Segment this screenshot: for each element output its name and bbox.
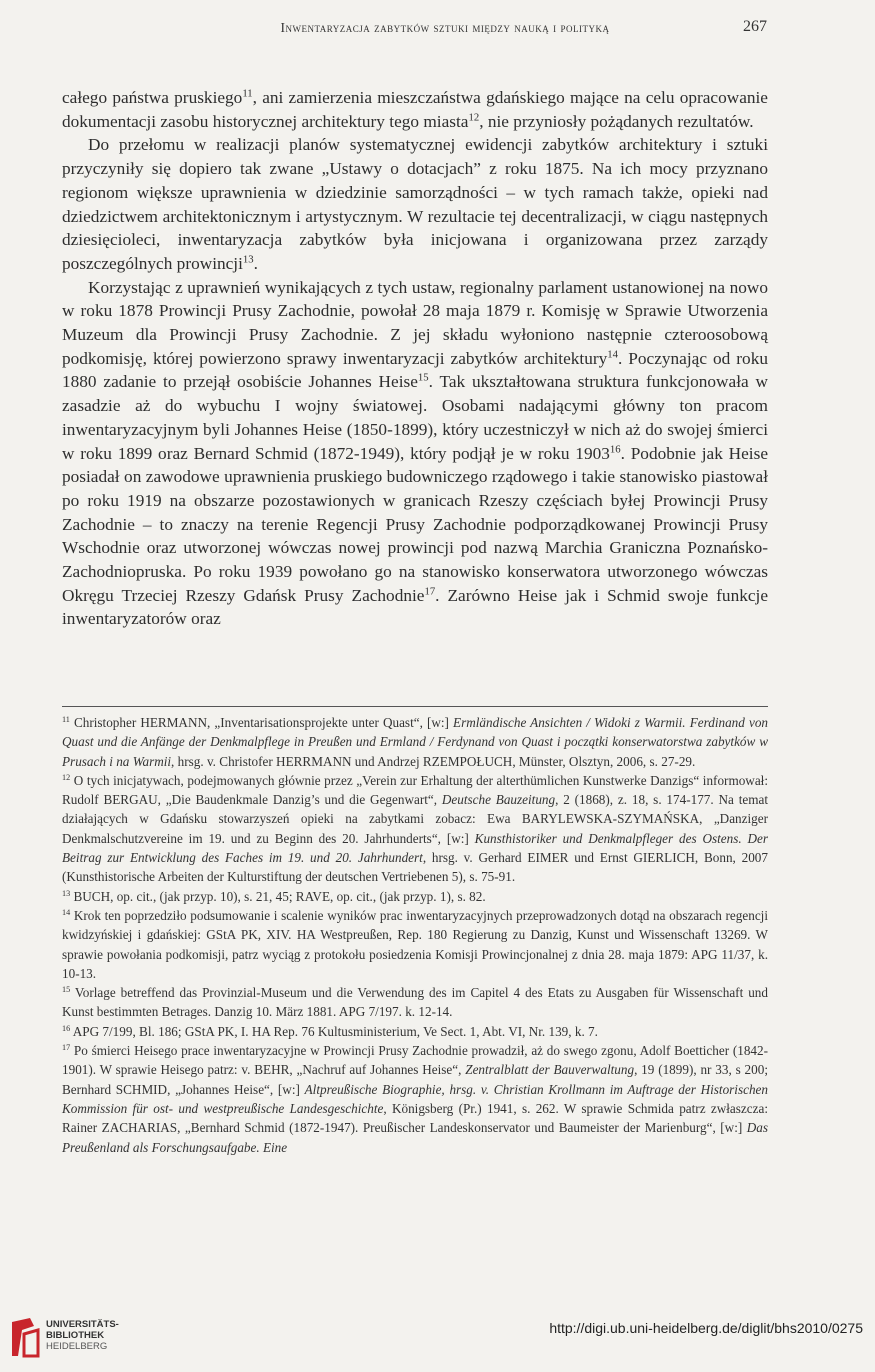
text-run: Krok ten poprzedziło podsumowanie i scalenie wyników prac inwentaryzacyjnych przeprowadzonych dotąd na obszarach regencji kwidzyńskiej i gdańskiej: GStA PK, XIV. HA Westpreußen, Rep. 180 Regierung zu Danzig, Kunst und Wissenschaft 13269. W sprawie powołania podkomisji, patrz wyciąg z protokołu posiedzenia Komisji Prowincjonalnej z dnia 28. maja 1879: APG 11/37, k. 10-13. — [62, 907, 768, 981]
footnote-reference: 12 — [468, 111, 480, 124]
footnote-14 — [62, 906, 768, 983]
text-run: , nie przyniosły pożądanych rezultatów. — [479, 111, 754, 131]
library-logo-text — [46, 1319, 119, 1352]
italic-title: Das Preußenland als Forschungsaufgabe. Eine — [62, 1120, 768, 1155]
footnote-number: 16 — [62, 1023, 71, 1033]
footnote-number: 12 — [62, 772, 71, 782]
footnote-12 — [62, 771, 768, 887]
text-run: , 19 (1899), nr 33, s 200; Bernhard SCHMID, „Johannes Heise“, [w:] — [62, 1062, 768, 1097]
text-run: O tych inicjatywach, podejmowanych głównie przez „Verein zur Erhaltung der alterthümlichen Kunstwerke Danzigs“ informował: Rudolf BERGAU, „Die Baudenkmale Danzig’s und die Gegenwart“, — [62, 772, 768, 808]
footnotes — [62, 713, 768, 1157]
text-run: całego państwa pruskiego — [62, 88, 243, 107]
text-run: , hrsg. v. Gerhard EIMER und Ernst GIERLICH, Bonn, 2007 (Kunsthistorische Arbeiten der Kulturstiftung der deutschen Vertriebenen 5), s. 75-91. — [62, 850, 768, 885]
italic-title: Ermländische Ansichten / Widoki z Warmii. Ferdinand von Quast und die Anfänge der Denkmalpflege in Preußen und Ermland / Ferdynand von Quast i początki konserwatorstwa zabytków w Prusach i na Warmii — [62, 715, 769, 769]
body-text — [62, 86, 768, 631]
footnote-17 — [62, 1041, 768, 1157]
footnote-11 — [62, 713, 768, 771]
running-head: Inwentaryzacja zabytków sztuki między nauką i polityką — [280, 20, 610, 35]
italic-title: Kunsthistoriker und Denkmalpfleger des Ostens. Der Beitrag zur Entwicklung des Faches im 19. und 20. Jahrhundert — [62, 830, 768, 866]
body-paragraph — [62, 133, 768, 275]
text-run: . Poczynając od roku 1880 zadanie to przejął osobiście Johannes Heise — [62, 348, 768, 392]
footnote-reference: 15 — [417, 372, 429, 385]
library-logo[interactable] — [8, 1316, 138, 1366]
text-run: . Podobnie jak Heise posiadał on zawodowe uprawnienia pruskiego budowniczego rządowego i takie stanowisko piastował po roku 1919 na obszarze pozostawionych w granicach Rzeszy częściach byłej Prowincji Prusy Zachodnie – to znaczy na terenie Regencji Prusy Zachodnie podporządkowanej Prowincji Prusy Wschodnie oraz utworzonej wówczas nowej prowincji pod nazwą Marchia Graniczna Poznańsko-Zachodniopruska. Po roku 1939 powołano go na stanowisko konserwatora utworzonego wówczas Okręgu Trzeciej Rzeszy Gdańsk Prusy Zachodnie — [62, 443, 769, 605]
footnote-16 — [62, 1022, 768, 1041]
text-run: . Zarówno Heise jak i Schmid swoje funkcje inwentaryzatorów oraz — [62, 585, 768, 629]
italic-title: Deutsche Bauzeitung — [441, 792, 556, 808]
logo-line-1: UNIVERSITÄTS- — [46, 1319, 119, 1330]
footnote-number: 15 — [62, 985, 71, 995]
footnote-13 — [62, 887, 768, 906]
footnote-number: 11 — [62, 715, 70, 725]
footnote-reference: 17 — [424, 585, 436, 598]
body-paragraph — [62, 86, 768, 133]
footnote-number: 13 — [62, 888, 71, 898]
footnote-number: 14 — [62, 908, 71, 918]
text-run: , Königsberg (Pr.) 1941, s. 262. W sprawie Schmida patrz zwłaszcza: Rainer ZACHARIAS, „Bernhard Schmid (1872-1947). Preußischer Landeskonservator und Baumeister der Marienburg“, [w:] — [62, 1100, 768, 1136]
library-logo-icon — [8, 1316, 42, 1360]
footnote-separator — [62, 706, 768, 707]
italic-title: Zentralblatt der Bauverwaltung — [465, 1062, 635, 1078]
text-run: Vorlage betreffend das Provinzial-Museum und die Verwendung des im Capitel 4 des Etats zu Ausgaben für Wissenschaft und Kunst bestimmten Betrages. Danzig 10. März 1881. APG 7/197. k. 12-14. — [62, 985, 768, 1020]
logo-line-2: BIBLIOTHEK — [46, 1330, 105, 1341]
text-run: Korzystając z uprawnień wynikających z tych ustaw, regionalny parlament ustanowionej na nowo w roku 1878 Prowincji Prusy Zachodnie, powołał 28 maja 1879 r. Komisję w Sprawie Utworzenia Muzeum dla Prowincji Prusy Zachodnie. Z jej składu wyłoniono następnie czteroosobową podkomisję, której powierzono sprawy inwentaryzacji zabytków architektury — [62, 277, 768, 368]
italic-title: Altpreußische Biographie, hrsg. v. Christian Krollmann im Auftrage der Historischen Kommission für ost- und westpreußische Landesgeschichte — [62, 1081, 768, 1116]
footnote-reference: 16 — [609, 443, 621, 456]
source-url-link[interactable]: http://digi.ub.uni-heidelberg.de/diglit/bhs2010/0275 — [549, 1320, 863, 1336]
text-run: , 2 (1868), z. 18, s. 174-177. Na temat działających w Gdańsku stowarzyszeń opieki na zabytkami zobacz: Ewa BARYLEWSKA-SZYMAŃSKA, „Danziger Denkmalschutzvereine im 19. und zu Beginn des 20. Jahrhunderts“, [w:] — [62, 792, 768, 846]
text-run: , hrsg. v. Christofer HERRMANN und Andrzej RZEMPOŁUCH, Münster, Olsztyn, 2006, s. 27-29. — [171, 753, 696, 769]
text-run: . — [253, 253, 258, 273]
footnote-reference: 11 — [242, 87, 253, 100]
logo-line-3: HEIDELBERG — [46, 1341, 108, 1352]
footnote-number: 17 — [62, 1043, 71, 1053]
page-number: 267 — [743, 18, 767, 35]
text-run: Po śmierci Heisego prace inwentaryzacyjne w Prowincji Prusy Zachodnie prowadził, aż do swego zgonu, Adolf Boetticher (1842-1901). W sprawie Heisego patrz: v. BEHR, „Nachruf auf Johannes Heise“, — [62, 1043, 768, 1078]
text-run: , ani zamierzenia mieszczaństwa gdańskiego mające na celu opracowanie dokumentacji zasobu historycznej architektury tego miasta — [62, 88, 768, 131]
footnote-15 — [62, 983, 768, 1022]
body-paragraph — [62, 276, 768, 632]
text-run: Do przełomu w realizacji planów systematycznej ewidencji zabytków architektury i sztuki przyczyniły się dopiero tak zwane „Ustawy o dotacjach” z roku 1875. Na ich mocy przyznano regionom większe uprawnienia w dziedzinie samorządności – w tych ramach także, opieki nad dziedzictwem architektonicznym i artystycznym. W rezultacie tej decentralizacji, w ciągu następnych dziesięcioleci, inwentaryzacja zabytków była inicjowana i organizowana przez zarządy poszczególnych prowincji — [62, 135, 768, 273]
footnote-reference: 13 — [242, 253, 254, 266]
text-run: . Tak ukształtowana struktura funkcjonowała w zasadzie aż do wybuchu I wojny światowej. Osobami nadającymi główny ton pracom inwentaryzacyjnym byli Johannes Heise (1850-1899), który uczestniczył w nich aż do swojej śmierci w roku 1899 oraz Bernard Schmid (1872-1949), który podjął je w roku 1903 — [62, 372, 768, 463]
text-run: BUCH, op. cit., (jak przyp. 10), s. 21, 45; RAVE, op. cit., (jak przyp. 1), s. 82. — [70, 888, 486, 904]
footnote-reference: 14 — [607, 348, 618, 361]
text-run: Christopher HERMANN, „Inventarisationsprojekte unter Quast“, [w:] — [69, 715, 454, 730]
text-run: APG 7/199, Bl. 186; GStA PK, I. HA Rep. 76 Kultusministerium, Ve Sect. 1, Abt. VI, Nr. 139, k. 7. — [70, 1023, 598, 1039]
